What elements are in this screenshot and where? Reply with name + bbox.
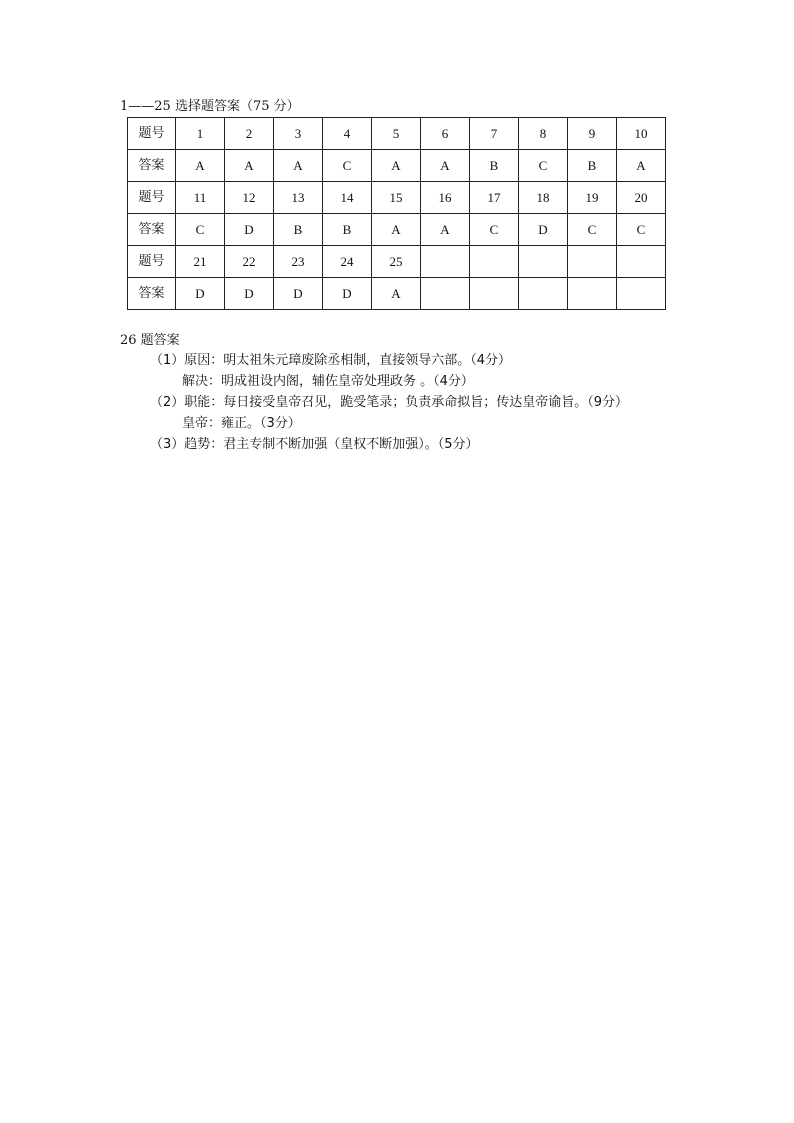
table-cell: 19 [568,182,617,214]
table-cell: 15 [372,182,421,214]
table-cell: 7 [470,118,519,150]
table-cell: 9 [568,118,617,150]
table-cell: 14 [323,182,372,214]
section-heading: 1——25 选择题答案（75 分） [120,99,300,114]
table-cell: C [176,214,225,246]
table-cell: A [421,214,470,246]
row-label: 答案 [128,150,176,182]
table-cell [470,246,519,278]
table-cell [617,278,666,310]
table-cell [519,278,568,310]
answer-line-2: 解决：明成祖设内阁，辅佐皇帝处理政务 。（4分） [182,374,474,389]
table-cell: 18 [519,182,568,214]
answer-line-3: （2）职能：每日接受皇帝召见，跪受笔录；负责承命拟旨；传达皇帝谕旨。（9分） [150,395,629,410]
table-cell: C [323,150,372,182]
table-cell: A [372,214,421,246]
table-cell: D [225,214,274,246]
table-cell: B [274,214,323,246]
table-cell [421,278,470,310]
table-cell: 2 [225,118,274,150]
table-row [128,150,666,182]
table-cell: 3 [274,118,323,150]
table-cell: C [519,150,568,182]
answer-line-5: （3）趋势：君主专制不断加强（皇权不断加强）。（5分） [150,437,479,452]
table-cell: 21 [176,246,225,278]
table-cell: D [225,278,274,310]
row-label: 答案 [128,214,176,246]
table-row [128,182,666,214]
table-cell: 4 [323,118,372,150]
row-label: 题号 [128,182,176,214]
table-cell [421,246,470,278]
table-cell: 20 [617,182,666,214]
answer-line-1: （1）原因：明太祖朱元璋废除丞相制，直接领导六部。（4分） [150,353,512,368]
table-cell: 16 [421,182,470,214]
table-cell: B [323,214,372,246]
table-cell: 17 [470,182,519,214]
table-cell: 12 [225,182,274,214]
table-cell: D [323,278,372,310]
table-cell [568,278,617,310]
table-cell: 6 [421,118,470,150]
table-cell: C [470,214,519,246]
table-cell: 13 [274,182,323,214]
table-cell: B [470,150,519,182]
table-cell [568,246,617,278]
table-cell: A [617,150,666,182]
table-cell [617,246,666,278]
table-cell: 1 [176,118,225,150]
table-cell: 11 [176,182,225,214]
table-cell: A [176,150,225,182]
table-cell: 23 [274,246,323,278]
table-cell: 5 [372,118,421,150]
table-row [128,278,666,310]
table-cell: D [519,214,568,246]
table-row [128,246,666,278]
table-cell: 24 [323,246,372,278]
row-label: 答案 [128,278,176,310]
table-row [128,118,666,150]
table-row [128,214,666,246]
table-cell: C [568,214,617,246]
question-26-title: 26 题答案 [120,333,180,348]
table-cell: C [617,214,666,246]
answer-table [127,117,666,310]
table-cell: B [568,150,617,182]
row-label: 题号 [128,118,176,150]
table-cell: 25 [372,246,421,278]
table-cell: 8 [519,118,568,150]
table-cell: A [225,150,274,182]
table-cell: D [176,278,225,310]
table-cell: A [372,150,421,182]
table-cell [519,246,568,278]
table-cell: A [274,150,323,182]
table-cell [470,278,519,310]
answer-table-body [128,118,666,310]
table-cell: A [372,278,421,310]
answer-line-4: 皇帝：雍正。（3分） [182,416,301,431]
table-cell: A [421,150,470,182]
table-cell: D [274,278,323,310]
row-label: 题号 [128,246,176,278]
table-cell: 22 [225,246,274,278]
table-cell: 10 [617,118,666,150]
